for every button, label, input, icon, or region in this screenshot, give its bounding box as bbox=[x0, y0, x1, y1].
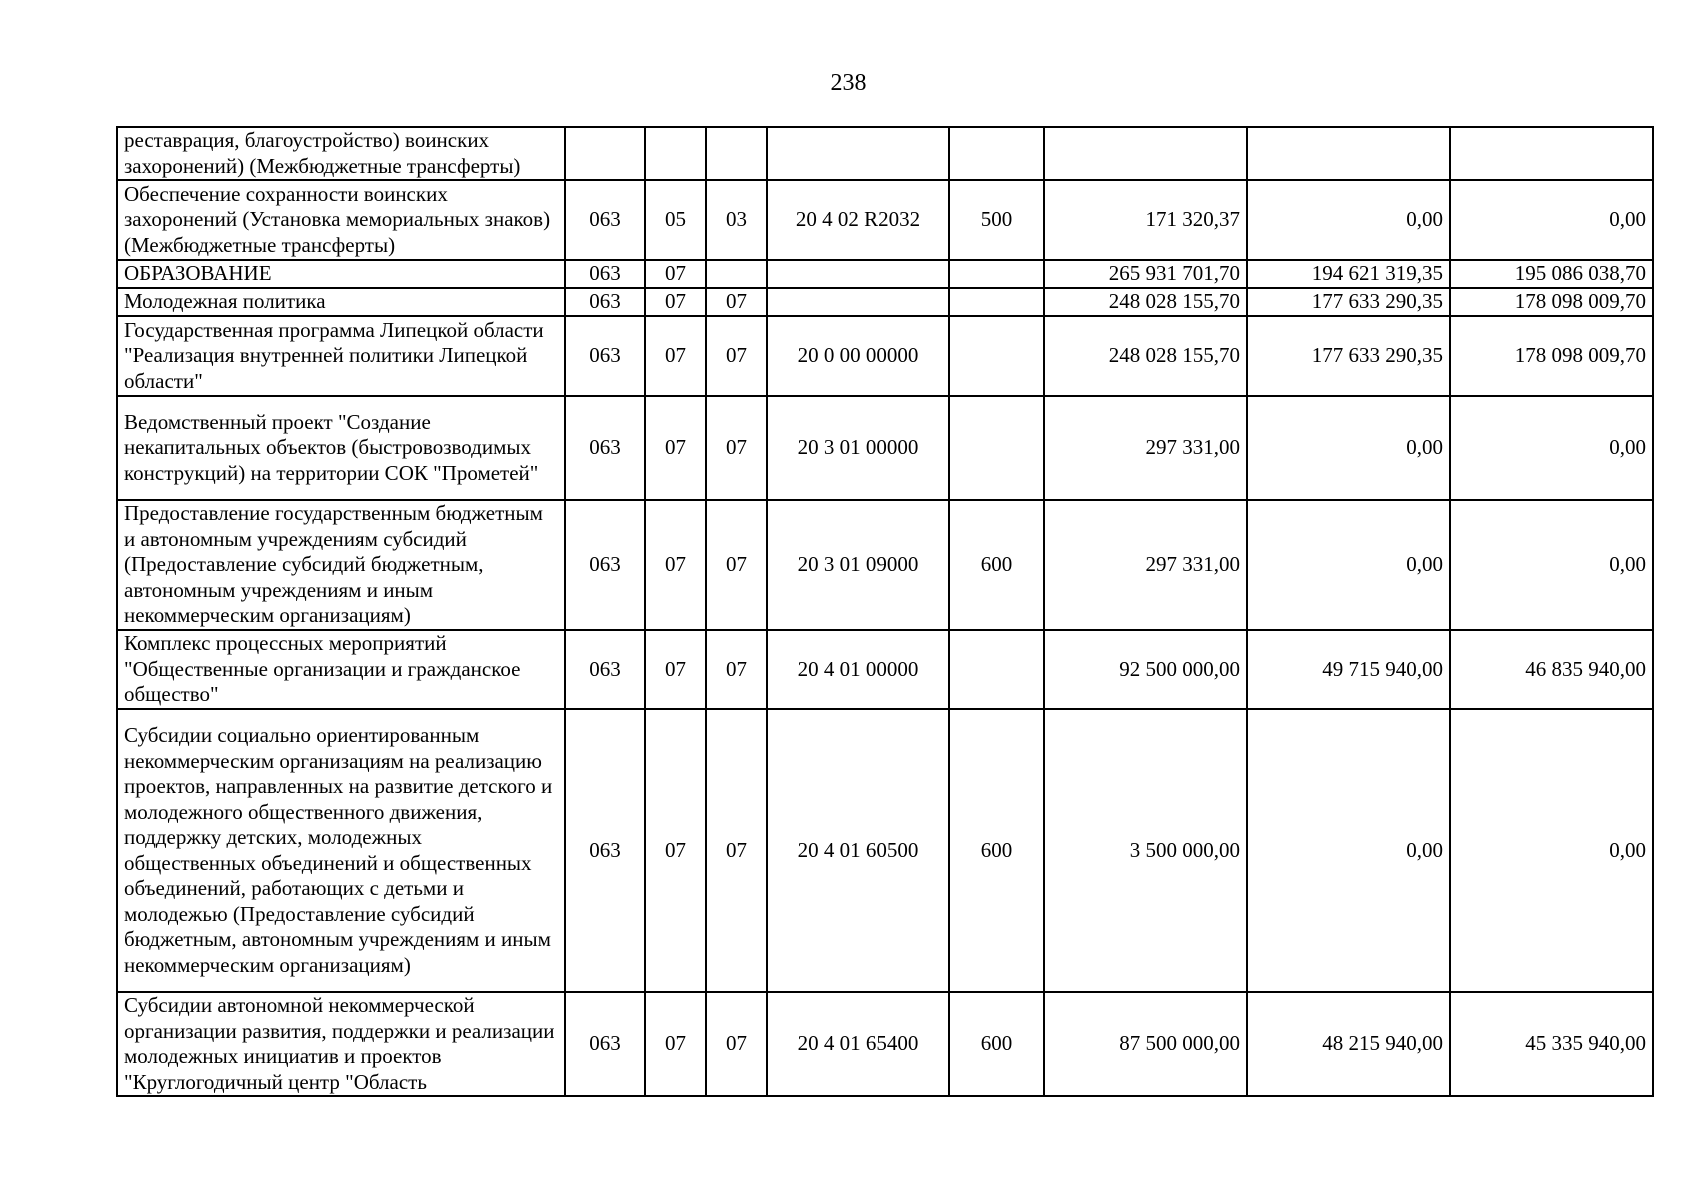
subsection-code: 03 bbox=[706, 180, 767, 260]
subsection-code bbox=[706, 260, 767, 288]
amount-1: 171 320,37 bbox=[1044, 180, 1247, 260]
section-code: 07 bbox=[645, 500, 706, 630]
table-row bbox=[117, 709, 1653, 992]
amount-1: 265 931 701,70 bbox=[1044, 260, 1247, 288]
amount-1: 248 028 155,70 bbox=[1044, 288, 1247, 316]
expense-type bbox=[949, 260, 1044, 288]
amount-1: 297 331,00 bbox=[1044, 396, 1247, 500]
target-article: 20 4 01 00000 bbox=[767, 630, 949, 709]
amount-3: 195 086 038,70 bbox=[1450, 260, 1653, 288]
row-name: Субсидии социально ориентированным некоммерческим организациям на реализацию проектов, направленных на развитие детского и молодежного общественного движения, поддержку детских, молодежных общественных объединений и общественных объединений, работающих с детьми и молодежью (Предоставление субсидий бюджетным, автономным учреждениям и иным некоммерческим организациям) bbox=[117, 709, 565, 992]
target-article: 20 4 01 60500 bbox=[767, 709, 949, 992]
amount-2: 0,00 bbox=[1247, 709, 1450, 992]
amount-2: 48 215 940,00 bbox=[1247, 992, 1450, 1096]
expense-type bbox=[949, 127, 1044, 180]
amount-1 bbox=[1044, 127, 1247, 180]
table-row bbox=[117, 396, 1653, 500]
amount-1: 248 028 155,70 bbox=[1044, 316, 1247, 396]
amount-2: 0,00 bbox=[1247, 396, 1450, 500]
ministry-code: 063 bbox=[565, 316, 645, 396]
section-code: 07 bbox=[645, 260, 706, 288]
section-code bbox=[645, 127, 706, 180]
target-article bbox=[767, 260, 949, 288]
budget-table bbox=[116, 126, 1654, 1097]
page-number: 238 bbox=[830, 70, 867, 96]
table-row bbox=[117, 500, 1653, 630]
expense-type: 600 bbox=[949, 500, 1044, 630]
ministry-code: 063 bbox=[565, 500, 645, 630]
subsection-code: 07 bbox=[706, 396, 767, 500]
amount-3: 178 098 009,70 bbox=[1450, 288, 1653, 316]
amount-3: 45 335 940,00 bbox=[1450, 992, 1653, 1096]
row-name: ОБРАЗОВАНИЕ bbox=[117, 260, 565, 288]
target-article bbox=[767, 288, 949, 316]
ministry-code bbox=[565, 127, 645, 180]
target-article: 20 3 01 00000 bbox=[767, 396, 949, 500]
table-row bbox=[117, 316, 1653, 396]
section-code: 07 bbox=[645, 288, 706, 316]
section-code: 05 bbox=[645, 180, 706, 260]
amount-1: 92 500 000,00 bbox=[1044, 630, 1247, 709]
expense-type: 500 bbox=[949, 180, 1044, 260]
amount-2: 177 633 290,35 bbox=[1247, 316, 1450, 396]
subsection-code: 07 bbox=[706, 288, 767, 316]
expense-type bbox=[949, 630, 1044, 709]
amount-3: 0,00 bbox=[1450, 396, 1653, 500]
amount-1: 3 500 000,00 bbox=[1044, 709, 1247, 992]
subsection-code: 07 bbox=[706, 709, 767, 992]
table-row bbox=[117, 260, 1653, 288]
amount-3: 0,00 bbox=[1450, 180, 1653, 260]
row-name: Обеспечение сохранности воинских захоронений (Установка мемориальных знаков) (Межбюджетные трансферты) bbox=[117, 180, 565, 260]
row-name: Субсидии автономной некоммерческой организации развития, поддержки и реализации молодежных инициатив и проектов "Круглогодичный центр "Область bbox=[117, 992, 565, 1096]
target-article: 20 4 01 65400 bbox=[767, 992, 949, 1096]
ministry-code: 063 bbox=[565, 260, 645, 288]
ministry-code: 063 bbox=[565, 288, 645, 316]
row-name: реставрация, благоустройство) воинских захоронений) (Межбюджетные трансферты) bbox=[117, 127, 565, 180]
ministry-code: 063 bbox=[565, 992, 645, 1096]
expense-type bbox=[949, 396, 1044, 500]
section-code: 07 bbox=[645, 709, 706, 992]
amount-3: 0,00 bbox=[1450, 500, 1653, 630]
section-code: 07 bbox=[645, 396, 706, 500]
target-article: 20 4 02 R2032 bbox=[767, 180, 949, 260]
amount-1: 297 331,00 bbox=[1044, 500, 1247, 630]
ministry-code: 063 bbox=[565, 709, 645, 992]
subsection-code: 07 bbox=[706, 500, 767, 630]
row-name: Ведомственный проект "Создание некапитальных объектов (быстровозводимых конструкций) на территории СОК "Прометей" bbox=[117, 396, 565, 500]
table-row bbox=[117, 288, 1653, 316]
subsection-code: 07 bbox=[706, 992, 767, 1096]
amount-2: 0,00 bbox=[1247, 180, 1450, 260]
ministry-code: 063 bbox=[565, 630, 645, 709]
amount-3: 178 098 009,70 bbox=[1450, 316, 1653, 396]
amount-2: 177 633 290,35 bbox=[1247, 288, 1450, 316]
table-row bbox=[117, 127, 1653, 180]
ministry-code: 063 bbox=[565, 180, 645, 260]
amount-2 bbox=[1247, 127, 1450, 180]
section-code: 07 bbox=[645, 992, 706, 1096]
table-row bbox=[117, 180, 1653, 260]
expense-type bbox=[949, 316, 1044, 396]
subsection-code: 07 bbox=[706, 630, 767, 709]
row-name: Государственная программа Липецкой области "Реализация внутренней политики Липецкой области" bbox=[117, 316, 565, 396]
amount-2: 0,00 bbox=[1247, 500, 1450, 630]
row-name: Предоставление государственным бюджетным и автономным учреждениям субсидий (Предоставление субсидий бюджетным, автономным учреждениям и иным некоммерческим организациям) bbox=[117, 500, 565, 630]
section-code: 07 bbox=[645, 316, 706, 396]
amount-2: 49 715 940,00 bbox=[1247, 630, 1450, 709]
target-article bbox=[767, 127, 949, 180]
amount-3 bbox=[1450, 127, 1653, 180]
ministry-code: 063 bbox=[565, 396, 645, 500]
target-article: 20 0 00 00000 bbox=[767, 316, 949, 396]
subsection-code: 07 bbox=[706, 316, 767, 396]
subsection-code bbox=[706, 127, 767, 180]
expense-type: 600 bbox=[949, 709, 1044, 992]
target-article: 20 3 01 09000 bbox=[767, 500, 949, 630]
expense-type: 600 bbox=[949, 992, 1044, 1096]
amount-1: 87 500 000,00 bbox=[1044, 992, 1247, 1096]
table-row bbox=[117, 992, 1653, 1096]
section-code: 07 bbox=[645, 630, 706, 709]
amount-2: 194 621 319,35 bbox=[1247, 260, 1450, 288]
amount-3: 46 835 940,00 bbox=[1450, 630, 1653, 709]
amount-3: 0,00 bbox=[1450, 709, 1653, 992]
table-row bbox=[117, 630, 1653, 709]
row-name: Комплекс процессных мероприятий "Общественные организации и гражданское общество" bbox=[117, 630, 565, 709]
expense-type bbox=[949, 288, 1044, 316]
row-name: Молодежная политика bbox=[117, 288, 565, 316]
